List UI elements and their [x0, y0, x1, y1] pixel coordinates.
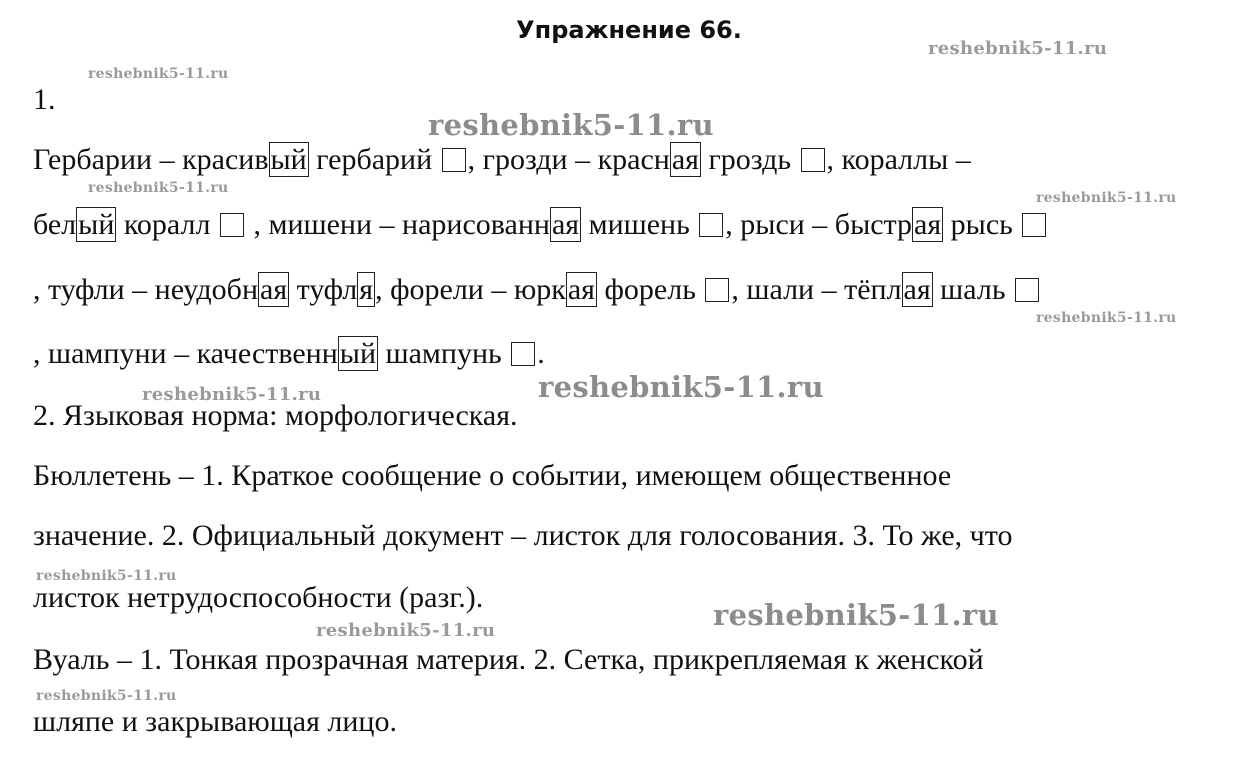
empty-ending-box: [220, 213, 244, 237]
watermark: reshebnik5-11.ru: [928, 38, 1108, 59]
watermark: reshebnik5-11.ru: [88, 180, 229, 196]
watermark: reshebnik5-11.ru: [316, 620, 496, 641]
empty-ending-box: [1022, 213, 1046, 237]
ending-box: ая: [903, 273, 931, 306]
ending-box: я: [359, 273, 374, 306]
text-line-5: 2. Языковая норма: морфологическая.: [33, 399, 518, 432]
empty-ending-box: [699, 213, 723, 237]
watermark: reshebnik5-11.ru: [1036, 190, 1177, 206]
ending-box: ая: [671, 143, 699, 176]
text-line-2: белый коралл , мишени – нарисованная мишень , рыси – быстрая рысь: [33, 207, 1048, 243]
watermark: reshebnik5-11.ru: [713, 598, 999, 632]
text-line-10: шляпе и закрывающая лицо.: [33, 705, 397, 738]
empty-ending-box: [1015, 278, 1039, 302]
ending-box: ый: [78, 208, 115, 241]
watermark: reshebnik5-11.ru: [88, 66, 229, 82]
text-line-1: Гербарии – красивый гербарий , грозди – красная гроздь , кораллы –: [33, 143, 971, 176]
empty-ending-box: [801, 148, 825, 172]
ending-box: ая: [551, 208, 580, 241]
empty-ending-box: [705, 278, 729, 302]
text-line-7: значение. 2. Официальный документ – листок для голосования. 3. То же, что: [33, 519, 1013, 552]
part-1-number: 1.: [33, 83, 56, 116]
text-line-4: , шампуни – качественный шампунь .: [33, 337, 545, 370]
ending-box: ая: [914, 208, 942, 241]
text-line-6: Бюллетень – 1. Краткое сообщение о событии, имеющем общественное: [33, 459, 952, 492]
watermark: reshebnik5-11.ru: [142, 384, 322, 405]
text-line-3: , туфли – неудобная туфля, форели – юркая форель , шали – тёплая шаль: [33, 272, 1041, 308]
watermark: reshebnik5-11.ru: [1036, 310, 1177, 326]
watermark: reshebnik5-11.ru: [538, 370, 824, 404]
text-line-8: листок нетрудоспособности (разг.).: [33, 581, 484, 614]
ending-box: ый: [339, 337, 377, 370]
text-line-9: Вуаль – 1. Тонкая прозрачная материя. 2. Сетка, прикрепляемая к женской: [33, 643, 984, 676]
watermark: reshebnik5-11.ru: [428, 108, 714, 142]
empty-ending-box: [511, 342, 535, 366]
ending-box: ая: [260, 273, 288, 306]
empty-ending-box: [442, 148, 466, 172]
ending-box: ая: [567, 273, 595, 306]
watermark: reshebnik5-11.ru: [36, 688, 177, 704]
page-title: Упражнение 66.: [516, 16, 742, 44]
ending-box: ый: [270, 143, 307, 176]
watermark: reshebnik5-11.ru: [36, 568, 177, 584]
